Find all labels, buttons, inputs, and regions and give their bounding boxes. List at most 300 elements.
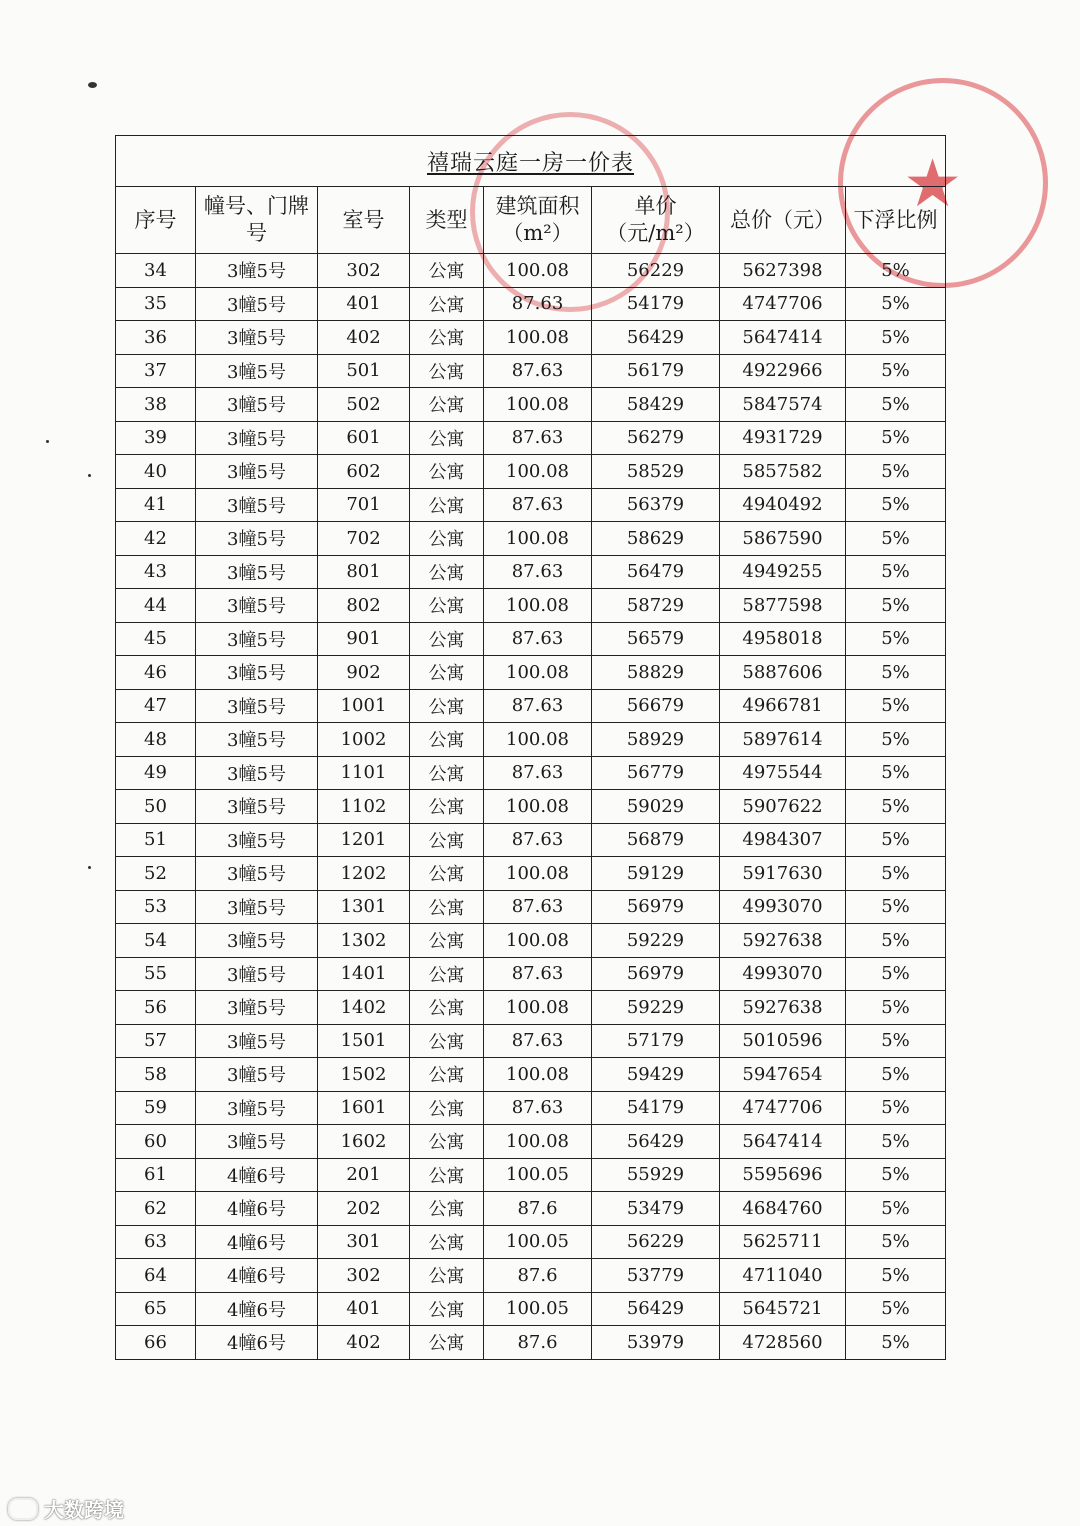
unit-price-cell: 53979 bbox=[592, 1326, 720, 1360]
table-row bbox=[116, 1292, 946, 1326]
watermark-logo-icon bbox=[8, 1498, 38, 1520]
row-number-cell: 38 bbox=[116, 388, 196, 422]
unit-price-cell: 56429 bbox=[592, 1292, 720, 1326]
room-number-cell: 1601 bbox=[318, 1091, 410, 1125]
total-price-cell: 4984307 bbox=[720, 823, 846, 857]
room-number-cell: 702 bbox=[318, 522, 410, 556]
floor-area-cell: 100.08 bbox=[484, 455, 592, 489]
table-row bbox=[116, 622, 946, 656]
discount-ratio-cell: 5% bbox=[846, 924, 946, 958]
table-row bbox=[116, 957, 946, 991]
table-row bbox=[116, 1125, 946, 1159]
floor-area-cell: 87.63 bbox=[484, 890, 592, 924]
unit-price-cell: 59229 bbox=[592, 991, 720, 1025]
unit-type-cell: 公寓 bbox=[410, 254, 484, 288]
unit-price-cell: 58429 bbox=[592, 388, 720, 422]
unit-price-cell: 55929 bbox=[592, 1158, 720, 1192]
room-number-cell: 1402 bbox=[318, 991, 410, 1025]
unit-price-cell: 54179 bbox=[592, 1091, 720, 1125]
unit-price-cell: 56229 bbox=[592, 1225, 720, 1259]
floor-area-cell: 100.08 bbox=[484, 321, 592, 355]
total-price-cell: 4922966 bbox=[720, 354, 846, 388]
room-number-cell: 1502 bbox=[318, 1058, 410, 1092]
discount-ratio-cell: 5% bbox=[846, 589, 946, 623]
scan-speck bbox=[46, 440, 49, 443]
total-price-cell: 5927638 bbox=[720, 991, 846, 1025]
total-price-cell: 4958018 bbox=[720, 622, 846, 656]
table-row bbox=[116, 388, 946, 422]
floor-area-cell: 87.6 bbox=[484, 1326, 592, 1360]
floor-area-cell: 100.05 bbox=[484, 1225, 592, 1259]
room-number-cell: 202 bbox=[318, 1192, 410, 1226]
floor-area-cell: 87.63 bbox=[484, 555, 592, 589]
discount-ratio-cell: 5% bbox=[846, 890, 946, 924]
discount-ratio-cell: 5% bbox=[846, 1192, 946, 1226]
table-body bbox=[116, 254, 946, 1360]
column-header-unit-type: 类型 bbox=[410, 187, 484, 254]
total-price-cell: 5847574 bbox=[720, 388, 846, 422]
building-unit-cell: 3幢5号 bbox=[196, 756, 318, 790]
row-number-cell: 57 bbox=[116, 1024, 196, 1058]
total-price-cell: 4728560 bbox=[720, 1326, 846, 1360]
discount-ratio-cell: 5% bbox=[846, 1091, 946, 1125]
total-price-cell: 5857582 bbox=[720, 455, 846, 489]
floor-area-cell: 87.63 bbox=[484, 1091, 592, 1125]
floor-area-cell: 87.63 bbox=[484, 488, 592, 522]
total-price-cell: 4747706 bbox=[720, 1091, 846, 1125]
table-row bbox=[116, 421, 946, 455]
table-row bbox=[116, 756, 946, 790]
building-unit-cell: 3幢5号 bbox=[196, 823, 318, 857]
room-number-cell: 701 bbox=[318, 488, 410, 522]
unit-type-cell: 公寓 bbox=[410, 421, 484, 455]
table-row bbox=[116, 823, 946, 857]
total-price-cell: 5877598 bbox=[720, 589, 846, 623]
unit-price-cell: 59429 bbox=[592, 1058, 720, 1092]
discount-ratio-cell: 5% bbox=[846, 1259, 946, 1293]
building-unit-cell: 3幢5号 bbox=[196, 924, 318, 958]
unit-type-cell: 公寓 bbox=[410, 1058, 484, 1092]
discount-ratio-cell: 5% bbox=[846, 354, 946, 388]
total-price-cell: 5897614 bbox=[720, 723, 846, 757]
table-row bbox=[116, 723, 946, 757]
table-row bbox=[116, 991, 946, 1025]
column-header-total-price: 总价（元） bbox=[720, 187, 846, 254]
total-price-cell: 4949255 bbox=[720, 555, 846, 589]
unit-type-cell: 公寓 bbox=[410, 1292, 484, 1326]
building-unit-cell: 3幢5号 bbox=[196, 957, 318, 991]
discount-ratio-cell: 5% bbox=[846, 287, 946, 321]
row-number-cell: 37 bbox=[116, 354, 196, 388]
unit-type-cell: 公寓 bbox=[410, 857, 484, 891]
floor-area-cell: 87.63 bbox=[484, 421, 592, 455]
total-price-cell: 4940492 bbox=[720, 488, 846, 522]
row-number-cell: 44 bbox=[116, 589, 196, 623]
unit-type-cell: 公寓 bbox=[410, 890, 484, 924]
building-unit-cell: 4幢6号 bbox=[196, 1326, 318, 1360]
room-number-cell: 302 bbox=[318, 1259, 410, 1293]
building-unit-cell: 4幢6号 bbox=[196, 1292, 318, 1326]
building-unit-cell: 3幢5号 bbox=[196, 857, 318, 891]
table-row bbox=[116, 1259, 946, 1293]
unit-price-cell: 53779 bbox=[592, 1259, 720, 1293]
unit-price-cell: 56879 bbox=[592, 823, 720, 857]
floor-area-cell: 100.08 bbox=[484, 1058, 592, 1092]
unit-type-cell: 公寓 bbox=[410, 723, 484, 757]
unit-price-cell: 58829 bbox=[592, 656, 720, 690]
discount-ratio-cell: 5% bbox=[846, 1058, 946, 1092]
unit-type-cell: 公寓 bbox=[410, 354, 484, 388]
total-price-cell: 5907622 bbox=[720, 790, 846, 824]
discount-ratio-cell: 5% bbox=[846, 790, 946, 824]
discount-ratio-cell: 5% bbox=[846, 321, 946, 355]
row-number-cell: 50 bbox=[116, 790, 196, 824]
room-number-cell: 1301 bbox=[318, 890, 410, 924]
row-number-cell: 41 bbox=[116, 488, 196, 522]
unit-type-cell: 公寓 bbox=[410, 1125, 484, 1159]
building-unit-cell: 3幢5号 bbox=[196, 656, 318, 690]
total-price-cell: 5927638 bbox=[720, 924, 846, 958]
floor-area-cell: 100.05 bbox=[484, 1292, 592, 1326]
unit-type-cell: 公寓 bbox=[410, 756, 484, 790]
table-row bbox=[116, 589, 946, 623]
row-number-cell: 34 bbox=[116, 254, 196, 288]
room-number-cell: 1602 bbox=[318, 1125, 410, 1159]
room-number-cell: 401 bbox=[318, 287, 410, 321]
unit-price-cell: 58529 bbox=[592, 455, 720, 489]
building-unit-cell: 3幢5号 bbox=[196, 1125, 318, 1159]
room-number-cell: 1101 bbox=[318, 756, 410, 790]
building-unit-cell: 3幢5号 bbox=[196, 1058, 318, 1092]
total-price-cell: 4993070 bbox=[720, 890, 846, 924]
unit-type-cell: 公寓 bbox=[410, 488, 484, 522]
building-unit-cell: 3幢5号 bbox=[196, 388, 318, 422]
table-row bbox=[116, 455, 946, 489]
building-unit-cell: 3幢5号 bbox=[196, 589, 318, 623]
floor-area-cell: 100.05 bbox=[484, 1158, 592, 1192]
floor-area-cell: 87.6 bbox=[484, 1192, 592, 1226]
unit-price-cell: 59129 bbox=[592, 857, 720, 891]
room-number-cell: 801 bbox=[318, 555, 410, 589]
building-unit-cell: 3幢5号 bbox=[196, 421, 318, 455]
discount-ratio-cell: 5% bbox=[846, 1225, 946, 1259]
room-number-cell: 1102 bbox=[318, 790, 410, 824]
room-number-cell: 201 bbox=[318, 1158, 410, 1192]
row-number-cell: 55 bbox=[116, 957, 196, 991]
floor-area-cell: 100.08 bbox=[484, 254, 592, 288]
row-number-cell: 42 bbox=[116, 522, 196, 556]
floor-area-cell: 87.63 bbox=[484, 622, 592, 656]
row-number-cell: 45 bbox=[116, 622, 196, 656]
room-number-cell: 501 bbox=[318, 354, 410, 388]
total-price-cell: 4747706 bbox=[720, 287, 846, 321]
column-header-row-number: 序号 bbox=[116, 187, 196, 254]
row-number-cell: 47 bbox=[116, 689, 196, 723]
unit-type-cell: 公寓 bbox=[410, 957, 484, 991]
row-number-cell: 53 bbox=[116, 890, 196, 924]
floor-area-cell: 87.63 bbox=[484, 287, 592, 321]
unit-price-cell: 56779 bbox=[592, 756, 720, 790]
room-number-cell: 601 bbox=[318, 421, 410, 455]
table-row bbox=[116, 924, 946, 958]
unit-price-cell: 56979 bbox=[592, 957, 720, 991]
discount-ratio-cell: 5% bbox=[846, 388, 946, 422]
discount-ratio-cell: 5% bbox=[846, 857, 946, 891]
table-row bbox=[116, 1225, 946, 1259]
floor-area-cell: 87.6 bbox=[484, 1259, 592, 1293]
total-price-cell: 5917630 bbox=[720, 857, 846, 891]
unit-price-cell: 56979 bbox=[592, 890, 720, 924]
total-price-cell: 5645721 bbox=[720, 1292, 846, 1326]
column-header-unit-price: 单价（元/m²） bbox=[592, 187, 720, 254]
table-row bbox=[116, 522, 946, 556]
room-number-cell: 1002 bbox=[318, 723, 410, 757]
discount-ratio-cell: 5% bbox=[846, 455, 946, 489]
floor-area-cell: 87.63 bbox=[484, 823, 592, 857]
discount-ratio-cell: 5% bbox=[846, 1158, 946, 1192]
unit-type-cell: 公寓 bbox=[410, 991, 484, 1025]
unit-type-cell: 公寓 bbox=[410, 1091, 484, 1125]
discount-ratio-cell: 5% bbox=[846, 1326, 946, 1360]
building-unit-cell: 4幢6号 bbox=[196, 1158, 318, 1192]
row-number-cell: 40 bbox=[116, 455, 196, 489]
unit-type-cell: 公寓 bbox=[410, 1259, 484, 1293]
discount-ratio-cell: 5% bbox=[846, 488, 946, 522]
discount-ratio-cell: 5% bbox=[846, 421, 946, 455]
table-row bbox=[116, 488, 946, 522]
unit-price-cell: 54179 bbox=[592, 287, 720, 321]
floor-area-cell: 100.08 bbox=[484, 991, 592, 1025]
unit-type-cell: 公寓 bbox=[410, 555, 484, 589]
discount-ratio-cell: 5% bbox=[846, 1024, 946, 1058]
row-number-cell: 39 bbox=[116, 421, 196, 455]
column-header-room-number: 室号 bbox=[318, 187, 410, 254]
column-header-floor-area: 建筑面积（m²） bbox=[484, 187, 592, 254]
discount-ratio-cell: 5% bbox=[846, 1292, 946, 1326]
unit-type-cell: 公寓 bbox=[410, 1192, 484, 1226]
building-unit-cell: 3幢5号 bbox=[196, 1091, 318, 1125]
row-number-cell: 36 bbox=[116, 321, 196, 355]
table-row bbox=[116, 1024, 946, 1058]
floor-area-cell: 87.63 bbox=[484, 1024, 592, 1058]
unit-price-cell: 58729 bbox=[592, 589, 720, 623]
unit-type-cell: 公寓 bbox=[410, 455, 484, 489]
discount-ratio-cell: 5% bbox=[846, 1125, 946, 1159]
room-number-cell: 901 bbox=[318, 622, 410, 656]
total-price-cell: 5867590 bbox=[720, 522, 846, 556]
building-unit-cell: 4幢6号 bbox=[196, 1192, 318, 1226]
table-row bbox=[116, 354, 946, 388]
document-title: 禧瑞云庭一房一价表 bbox=[116, 136, 946, 187]
discount-ratio-cell: 5% bbox=[846, 723, 946, 757]
unit-type-cell: 公寓 bbox=[410, 790, 484, 824]
total-price-cell: 4931729 bbox=[720, 421, 846, 455]
unit-price-cell: 56579 bbox=[592, 622, 720, 656]
table-row bbox=[116, 555, 946, 589]
unit-type-cell: 公寓 bbox=[410, 924, 484, 958]
unit-type-cell: 公寓 bbox=[410, 689, 484, 723]
room-number-cell: 401 bbox=[318, 1292, 410, 1326]
star-icon: ★ bbox=[903, 145, 963, 222]
unit-price-cell: 56179 bbox=[592, 354, 720, 388]
column-header-building-unit: 幢号、门牌号 bbox=[196, 187, 318, 254]
floor-area-cell: 87.63 bbox=[484, 957, 592, 991]
building-unit-cell: 3幢5号 bbox=[196, 555, 318, 589]
unit-price-cell: 59029 bbox=[592, 790, 720, 824]
unit-price-cell: 57179 bbox=[592, 1024, 720, 1058]
table-row bbox=[116, 287, 946, 321]
row-number-cell: 35 bbox=[116, 287, 196, 321]
building-unit-cell: 4幢6号 bbox=[196, 1225, 318, 1259]
unit-price-cell: 56429 bbox=[592, 321, 720, 355]
discount-ratio-cell: 5% bbox=[846, 756, 946, 790]
room-number-cell: 1302 bbox=[318, 924, 410, 958]
room-number-cell: 301 bbox=[318, 1225, 410, 1259]
total-price-cell: 5887606 bbox=[720, 656, 846, 690]
building-unit-cell: 3幢5号 bbox=[196, 689, 318, 723]
floor-area-cell: 87.63 bbox=[484, 354, 592, 388]
table-row bbox=[116, 1158, 946, 1192]
row-number-cell: 63 bbox=[116, 1225, 196, 1259]
unit-type-cell: 公寓 bbox=[410, 287, 484, 321]
building-unit-cell: 3幢5号 bbox=[196, 790, 318, 824]
floor-area-cell: 100.08 bbox=[484, 656, 592, 690]
unit-type-cell: 公寓 bbox=[410, 1158, 484, 1192]
floor-area-cell: 100.08 bbox=[484, 857, 592, 891]
row-number-cell: 43 bbox=[116, 555, 196, 589]
room-number-cell: 302 bbox=[318, 254, 410, 288]
table-header-row bbox=[116, 187, 946, 254]
discount-ratio-cell: 5% bbox=[846, 254, 946, 288]
table-row bbox=[116, 656, 946, 690]
building-unit-cell: 4幢6号 bbox=[196, 1259, 318, 1293]
row-number-cell: 46 bbox=[116, 656, 196, 690]
floor-area-cell: 87.63 bbox=[484, 689, 592, 723]
discount-ratio-cell: 5% bbox=[846, 522, 946, 556]
unit-price-cell: 59229 bbox=[592, 924, 720, 958]
room-number-cell: 1501 bbox=[318, 1024, 410, 1058]
unit-price-cell: 56379 bbox=[592, 488, 720, 522]
row-number-cell: 58 bbox=[116, 1058, 196, 1092]
row-number-cell: 61 bbox=[116, 1158, 196, 1192]
row-number-cell: 62 bbox=[116, 1192, 196, 1226]
floor-area-cell: 100.08 bbox=[484, 589, 592, 623]
discount-ratio-cell: 5% bbox=[846, 957, 946, 991]
row-number-cell: 65 bbox=[116, 1292, 196, 1326]
total-price-cell: 5647414 bbox=[720, 1125, 846, 1159]
price-table bbox=[115, 135, 946, 1360]
building-unit-cell: 3幢5号 bbox=[196, 622, 318, 656]
total-price-cell: 5010596 bbox=[720, 1024, 846, 1058]
column-header-discount-ratio: 下浮比例 bbox=[846, 187, 946, 254]
floor-area-cell: 100.08 bbox=[484, 522, 592, 556]
total-price-cell: 5647414 bbox=[720, 321, 846, 355]
unit-price-cell: 53479 bbox=[592, 1192, 720, 1226]
row-number-cell: 60 bbox=[116, 1125, 196, 1159]
building-unit-cell: 3幢5号 bbox=[196, 488, 318, 522]
table-row bbox=[116, 321, 946, 355]
total-price-cell: 5625711 bbox=[720, 1225, 846, 1259]
building-unit-cell: 3幢5号 bbox=[196, 991, 318, 1025]
unit-type-cell: 公寓 bbox=[410, 321, 484, 355]
room-number-cell: 402 bbox=[318, 1326, 410, 1360]
room-number-cell: 502 bbox=[318, 388, 410, 422]
unit-price-cell: 56479 bbox=[592, 555, 720, 589]
room-number-cell: 802 bbox=[318, 589, 410, 623]
table-row bbox=[116, 890, 946, 924]
discount-ratio-cell: 5% bbox=[846, 656, 946, 690]
table-row bbox=[116, 1058, 946, 1092]
room-number-cell: 1202 bbox=[318, 857, 410, 891]
row-number-cell: 59 bbox=[116, 1091, 196, 1125]
total-price-cell: 4684760 bbox=[720, 1192, 846, 1226]
row-number-cell: 56 bbox=[116, 991, 196, 1025]
room-number-cell: 1201 bbox=[318, 823, 410, 857]
watermark bbox=[8, 1494, 124, 1523]
room-number-cell: 602 bbox=[318, 455, 410, 489]
table-row bbox=[116, 1091, 946, 1125]
total-price-cell: 5595696 bbox=[720, 1158, 846, 1192]
row-number-cell: 64 bbox=[116, 1259, 196, 1293]
room-number-cell: 1001 bbox=[318, 689, 410, 723]
total-price-cell: 4966781 bbox=[720, 689, 846, 723]
row-number-cell: 52 bbox=[116, 857, 196, 891]
scan-speck bbox=[88, 866, 91, 869]
scan-speck bbox=[88, 474, 91, 477]
discount-ratio-cell: 5% bbox=[846, 823, 946, 857]
table-row bbox=[116, 1326, 946, 1360]
room-number-cell: 1401 bbox=[318, 957, 410, 991]
table-row bbox=[116, 790, 946, 824]
total-price-cell: 4993070 bbox=[720, 957, 846, 991]
total-price-cell: 4975544 bbox=[720, 756, 846, 790]
building-unit-cell: 3幢5号 bbox=[196, 254, 318, 288]
total-price-cell: 4711040 bbox=[720, 1259, 846, 1293]
unit-type-cell: 公寓 bbox=[410, 522, 484, 556]
discount-ratio-cell: 5% bbox=[846, 622, 946, 656]
unit-type-cell: 公寓 bbox=[410, 622, 484, 656]
room-number-cell: 902 bbox=[318, 656, 410, 690]
total-price-cell: 5627398 bbox=[720, 254, 846, 288]
unit-type-cell: 公寓 bbox=[410, 1326, 484, 1360]
unit-type-cell: 公寓 bbox=[410, 1024, 484, 1058]
price-list-document bbox=[115, 135, 945, 1360]
room-number-cell: 402 bbox=[318, 321, 410, 355]
building-unit-cell: 3幢5号 bbox=[196, 1024, 318, 1058]
floor-area-cell: 100.08 bbox=[484, 388, 592, 422]
floor-area-cell: 100.08 bbox=[484, 723, 592, 757]
table-row bbox=[116, 1192, 946, 1226]
unit-price-cell: 58929 bbox=[592, 723, 720, 757]
total-price-cell: 5947654 bbox=[720, 1058, 846, 1092]
table-row bbox=[116, 857, 946, 891]
floor-area-cell: 100.08 bbox=[484, 1125, 592, 1159]
unit-price-cell: 56679 bbox=[592, 689, 720, 723]
unit-type-cell: 公寓 bbox=[410, 1225, 484, 1259]
row-number-cell: 51 bbox=[116, 823, 196, 857]
building-unit-cell: 3幢5号 bbox=[196, 890, 318, 924]
unit-price-cell: 56429 bbox=[592, 1125, 720, 1159]
unit-price-cell: 58629 bbox=[592, 522, 720, 556]
building-unit-cell: 3幢5号 bbox=[196, 522, 318, 556]
building-unit-cell: 3幢5号 bbox=[196, 455, 318, 489]
row-number-cell: 48 bbox=[116, 723, 196, 757]
watermark-text: 大数跨境 bbox=[44, 1498, 124, 1522]
row-number-cell: 49 bbox=[116, 756, 196, 790]
unit-type-cell: 公寓 bbox=[410, 589, 484, 623]
building-unit-cell: 3幢5号 bbox=[196, 354, 318, 388]
discount-ratio-cell: 5% bbox=[846, 689, 946, 723]
